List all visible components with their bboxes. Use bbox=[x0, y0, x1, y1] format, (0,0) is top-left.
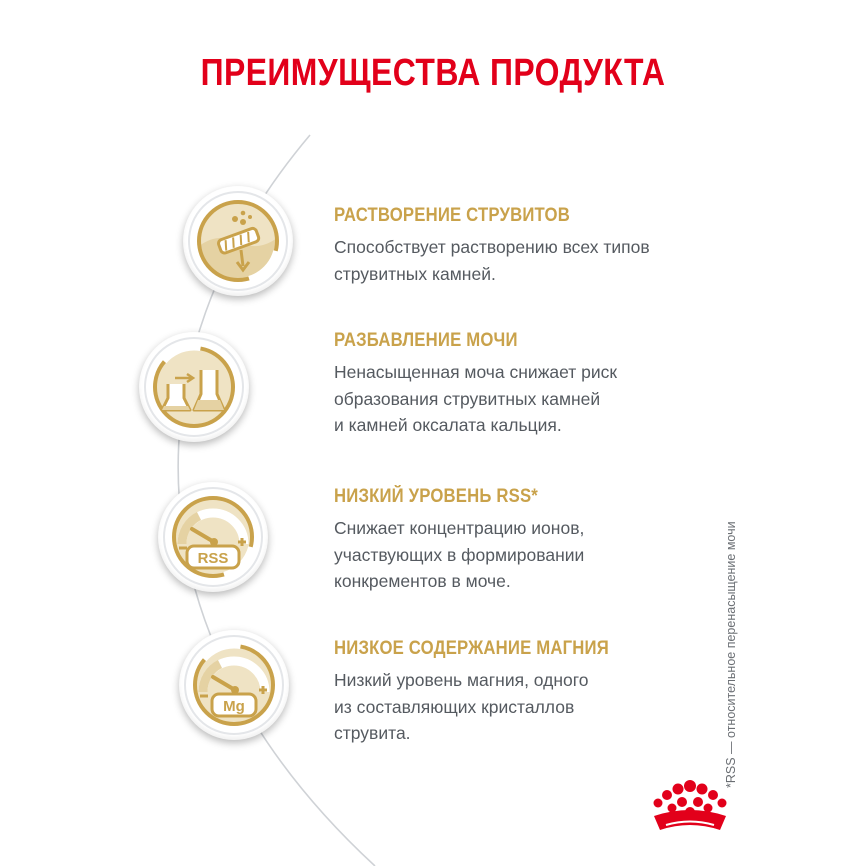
mg-icon-label: Mg bbox=[223, 698, 245, 715]
feature-2-title: РАЗБАВЛЕНИЕ МОЧИ bbox=[334, 330, 518, 351]
feature-1-title: РАСТВОРЕНИЕ СТРУВИТОВ bbox=[334, 205, 570, 226]
feature-4 bbox=[334, 637, 754, 747]
feature-3-badge bbox=[158, 482, 268, 592]
urine-dilution-icon bbox=[139, 332, 249, 442]
feature-4-title: НИЗКОЕ СОДЕРЖАНИЕ МАГНИЯ bbox=[334, 638, 609, 659]
feature-3 bbox=[334, 485, 754, 595]
feature-1-description: Способствует растворению всех типов струвитных камней. bbox=[334, 237, 650, 284]
magnesium-gauge-icon bbox=[179, 630, 289, 740]
feature-4-description: Низкий уровень магния, одного из составляющих кристаллов струвита. bbox=[334, 670, 589, 743]
page-title: ПРЕИМУЩЕСТВА ПРОДУКТА bbox=[200, 52, 666, 94]
feature-3-description: Снижает концентрацию ионов, участвующих в формировании конкрементов в моче. bbox=[334, 518, 585, 591]
feature-2-description: Ненасыщенная моча снижает риск образования струвитных камней и камней оксалата кальция. bbox=[334, 362, 618, 435]
feature-2-badge bbox=[139, 332, 249, 442]
struvite-dissolution-icon bbox=[183, 186, 293, 296]
feature-4-badge bbox=[179, 630, 289, 740]
rss-footnote: *RSS — относительное перенасыщение мочи bbox=[724, 521, 738, 788]
feature-2 bbox=[334, 329, 754, 439]
royal-canin-crown-icon bbox=[646, 778, 734, 842]
rss-gauge-icon bbox=[158, 482, 268, 592]
feature-1 bbox=[334, 204, 754, 287]
feature-1-badge bbox=[183, 186, 293, 296]
feature-3-title: НИЗКИЙ УРОВЕНЬ RSS* bbox=[334, 486, 538, 507]
rss-icon-label: RSS bbox=[197, 550, 229, 567]
